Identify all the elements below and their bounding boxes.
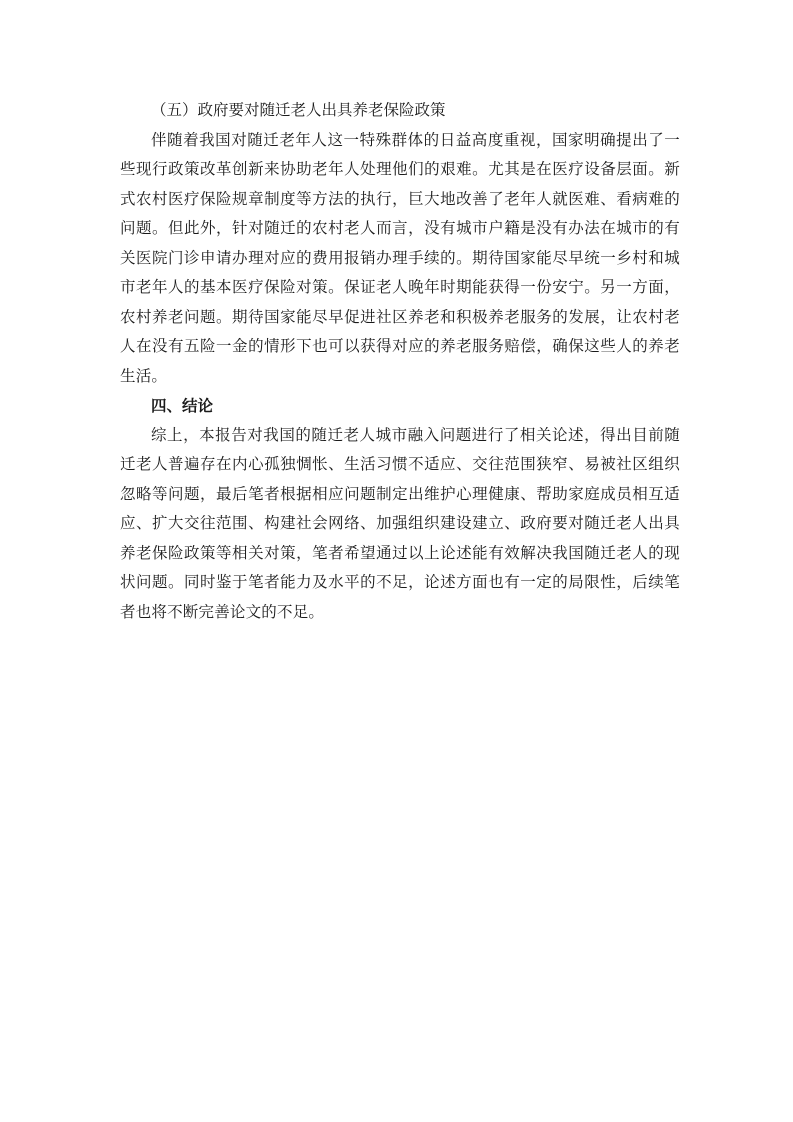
conclusion-heading: 四、结论 (151, 396, 214, 415)
section-paragraph-government-pension-policy: 伴随着我国对随迁老年人这一特殊群体的日益高度重视，国家明确提出了一些现行政策改革创新来协助老年人处理他们的艰难。尤其是在医疗设备层面。新式农村医疗保险规章制度等方法的执行，巨大地改善了老年人就医难、看病难的问题。但此外，针对随迁的农村老人而言，没有城市户籍是没有办法在城市的有关医院门诊申请办理对应的费用报销办理手续的。期待国家能尽早统一乡村和城市老年人的基本医疗保险对策。保证老人晚年时期能获得一份安宁。另一方面，农村养老问题。期待国家能尽早促进社区养老和积极养老服务的发展，让农村老人在没有五险一金的情形下也可以获得对应的养老服务赔偿，确保这些人的养老生活。 (120, 130, 680, 385)
section-heading-government-pension-policy: （五）政府要对随迁老人出具养老保险政策 (151, 101, 446, 119)
conclusion-paragraph: 综上，本报告对我国的随迁老人城市融入问题进行了相关论述，得出目前随迁老人普遍存在内心孤独惆怅、生活习惯不适应、交往范围狭窄、易被社区组织忽略等问题，最后笔者根据相应问题制定出维护心理健康、帮助家庭成员相互适应、扩大交往范围、构建社会网络、加强组织建设建立、政府要对随迁老人出具养老保险政策等相关对策，笔者希望通过以上论述能有效解决我国随迁老人的现状问题。同时鉴于笔者能力及水平的不足，论述方面也有一定的局限性，后续笔者也将不断完善论文的不足。 (120, 425, 680, 621)
document-body (120, 96, 680, 627)
